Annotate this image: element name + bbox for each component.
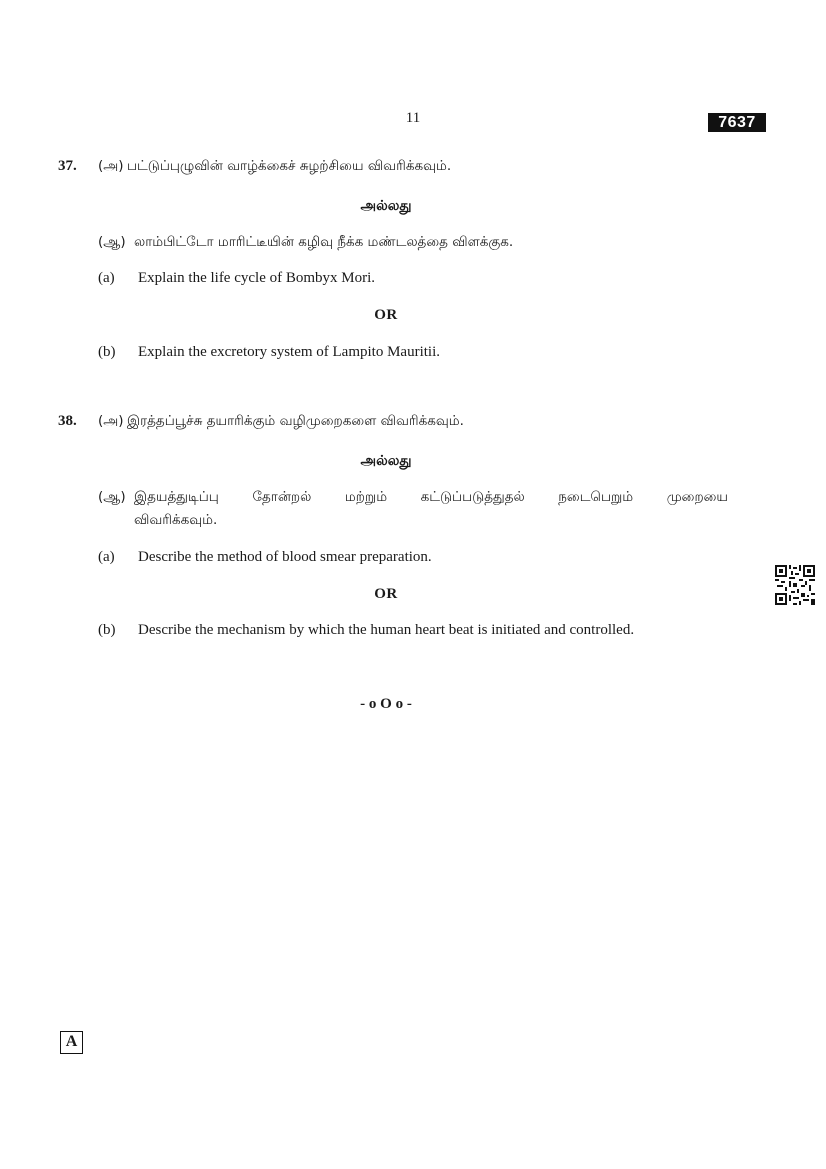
q38-tamil-or: அல்லது — [360, 453, 412, 469]
page-number: 11 — [405, 110, 421, 126]
q37-en-b-text: Explain the excretory system of Lampito Mauritii. — [138, 344, 441, 360]
q38-en-or: OR — [374, 586, 398, 602]
paper-code-badge: 7637 — [708, 113, 766, 132]
q37-en-a-label: (a) — [98, 270, 115, 286]
end-of-paper-mark: - o O o - — [360, 696, 412, 712]
q37-tamil-a-text: பட்டுப்புழுவின் வாழ்க்கைச் சுழற்சியை விவரிக்கவும். — [127, 158, 452, 174]
q37-tamil-or: அல்லது — [360, 198, 412, 214]
q38-tamil-b-text-line1: இதயத்துடிப்பு தோன்றல் மற்றும் கட்டுப்படுத்துதல் நடைபெறும் முறையை — [134, 489, 728, 505]
paper-set-box: A — [60, 1031, 83, 1054]
q37-tamil-b-label: (ஆ) — [98, 234, 126, 250]
q37-en-b-label: (b) — [98, 344, 116, 360]
q37-en-or: OR — [374, 307, 398, 323]
q37-tamil-a-label: (அ) — [98, 158, 124, 174]
q38-tamil-a-text: இரத்தப்பூச்சு தயாரிக்கும் வழிமுறைகளை விவரிக்கவும். — [127, 413, 464, 429]
q38-en-b-text: Describe the mechanism by which the human heart beat is initiated and controlled. — [138, 622, 635, 638]
question-number-38: 38. — [58, 413, 77, 429]
q38-tamil-a-label: (அ) — [98, 413, 124, 429]
q38-en-a-label: (a) — [98, 549, 115, 565]
qr-code-icon — [775, 565, 815, 605]
q37-tamil-b-text: லாம்பிட்டோ மாரிட்டீயின் கழிவு நீக்க மண்டலத்தை விளக்குக. — [134, 234, 514, 250]
q38-tamil-b-label: (ஆ) — [98, 489, 126, 505]
question-number-37: 37. — [58, 158, 77, 174]
q37-en-a-text: Explain the life cycle of Bombyx Mori. — [138, 270, 376, 286]
q38-en-a-text: Describe the method of blood smear preparation. — [138, 549, 432, 565]
q38-en-b-label: (b) — [98, 622, 116, 638]
q38-tamil-b-text-line2: விவரிக்கவும். — [134, 512, 218, 528]
